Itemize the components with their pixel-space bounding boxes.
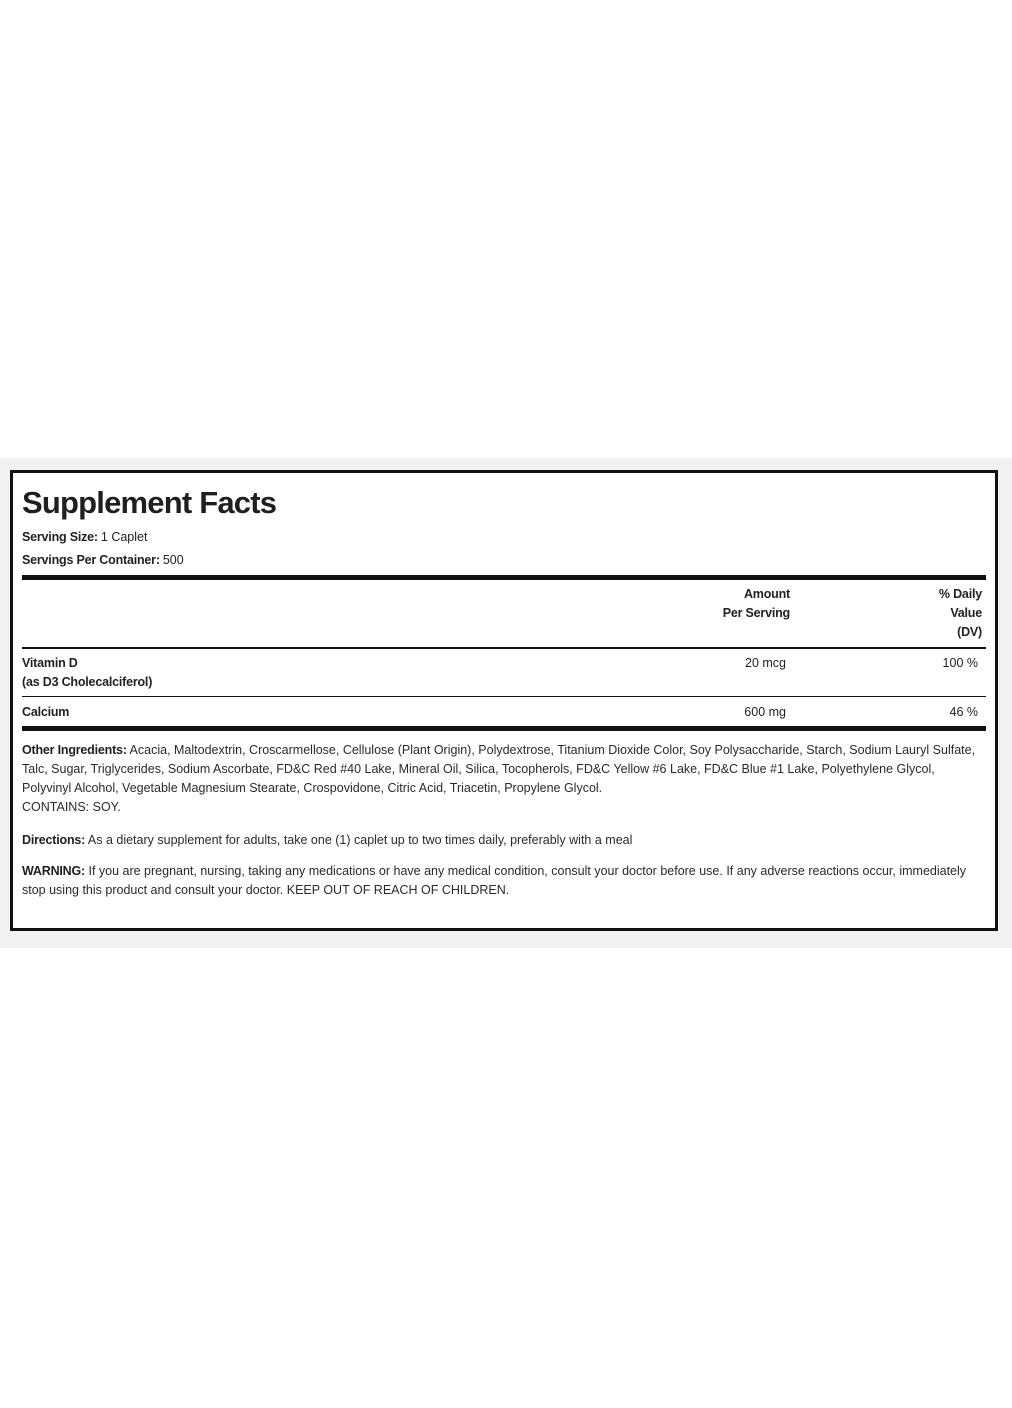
supplement-facts-title: Supplement Facts — [22, 485, 277, 520]
amount-header-line2: Per Serving — [722, 606, 790, 620]
amount-header-line1: Amount — [743, 587, 790, 601]
directions-text: As a dietary supplement for adults, take one (1) caplet up to two times daily, preferably with a meal — [87, 833, 633, 847]
warning — [22, 862, 986, 900]
supplement-facts-panel — [10, 470, 998, 931]
nutrient-subname: (as D3 Cholecalciferol) — [22, 675, 153, 689]
servings-per-container-label: Servings Per Container: — [22, 553, 160, 567]
warning-label: WARNING: — [22, 864, 85, 878]
dv-header-line2: Value — [950, 606, 982, 620]
nutrient-amount: 600 mg — [744, 705, 786, 719]
row-divider — [22, 696, 986, 697]
nutrient-name: Vitamin D — [22, 656, 78, 670]
allergen-statement: CONTAINS: SOY. — [22, 800, 121, 814]
nutrient-daily-value: 100 % — [942, 656, 978, 670]
daily-value-header — [939, 585, 982, 642]
dv-header-line3: (DV) — [957, 625, 982, 639]
supplement-facts-content — [22, 473, 986, 928]
directions-label: Directions: — [22, 833, 86, 847]
serving-size — [22, 530, 147, 544]
thick-divider-top — [22, 575, 986, 580]
servings-per-container — [22, 553, 184, 567]
header-divider — [22, 647, 986, 649]
serving-size-label: Serving Size: — [22, 530, 98, 544]
dv-header-line1: % Daily — [938, 587, 982, 601]
thick-divider-bottom — [22, 726, 986, 731]
nutrient-amount: 20 mcg — [745, 656, 786, 670]
directions — [22, 831, 986, 850]
nutrient-name: Calcium — [22, 705, 70, 719]
other-ingredients-label: Other Ingredients: — [22, 743, 127, 757]
warning-text: If you are pregnant, nursing, taking any medications or have any medical condition, consult your doctor before use. If any adverse reactions occur, immediately stop using this product and consult your doctor. KEEP OUT OF REACH OF CHILDREN. — [22, 864, 967, 897]
other-ingredients — [22, 741, 986, 817]
other-ingredients-text: Acacia, Maltodextrin, Croscarmellose, Cellulose (Plant Origin), Polydextrose, Titanium Dioxide Color, Soy Polysaccharide, Starch, Sodium Lauryl Sulfate, Talc, Sugar, Triglycerides, Sodium Ascorbate, FD&C Red #40 Lake, Mineral Oil, Silica, Tocopherols, FD&C Yellow #6 Lake, FD&C Blue #1 Lake, Polyethylene Glycol, Polyvinyl Alcohol, Vegetable Magnesium Stearate, Crospovidone, Citric Acid, Triacetin, Propylene Glycol. — [22, 743, 976, 795]
nutrient-daily-value: 46 % — [949, 705, 978, 719]
servings-per-container-value: 500 — [162, 553, 184, 567]
amount-per-serving-header — [723, 585, 790, 623]
serving-size-value: 1 Caplet — [100, 530, 148, 544]
